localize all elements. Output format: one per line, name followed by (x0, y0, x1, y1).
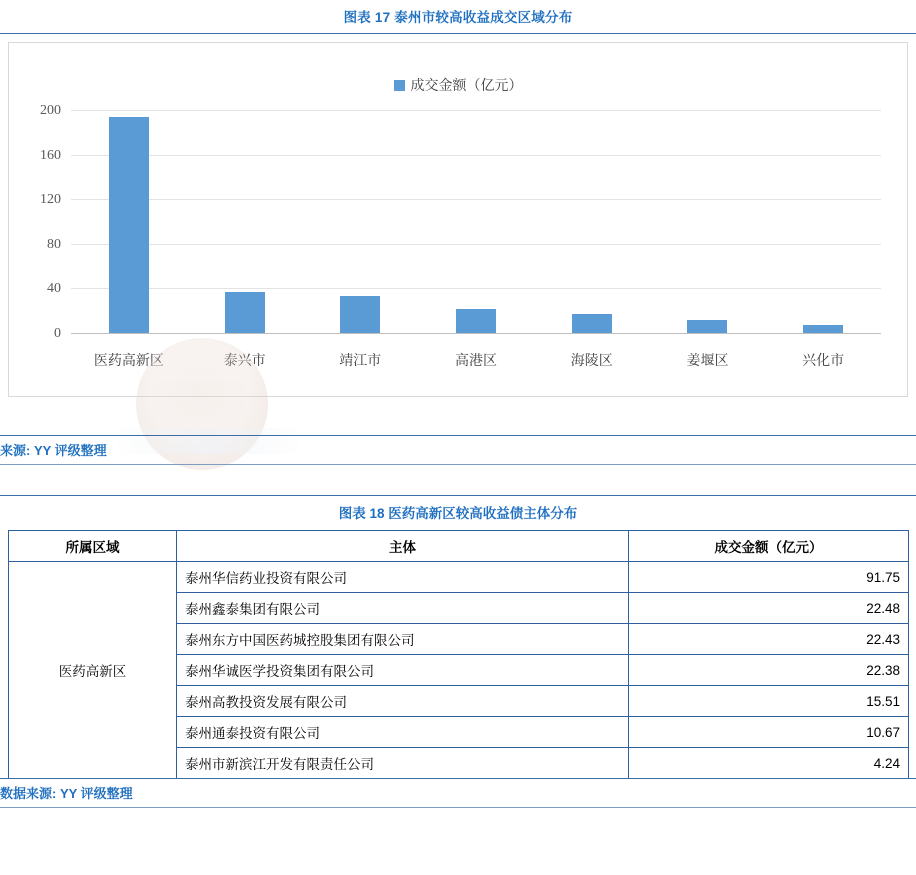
column-header-region: 所属区域 (9, 531, 177, 562)
x-axis-tick-label: 泰兴市 (223, 354, 266, 369)
cell-entity: 泰州通泰投资有限公司 (177, 717, 629, 748)
figure-18-source-block (0, 778, 916, 808)
y-axis-tick-label: 80 (47, 236, 61, 252)
cell-entity: 泰州鑫泰集团有限公司 (177, 593, 629, 624)
bar (687, 320, 727, 334)
y-axis-tick-label: 0 (54, 326, 61, 341)
cell-entity: 泰州东方中国医药城控股集团有限公司 (177, 624, 629, 655)
table-header-row (9, 531, 909, 562)
chart-legend (9, 75, 907, 95)
bar (456, 309, 496, 334)
x-axis-tick-label: 姜堰区 (686, 354, 729, 369)
cell-entity: 泰州市新滨江开发有限责任公司 (177, 748, 629, 779)
cell-amount: 22.43 (629, 624, 909, 655)
cell-amount: 10.67 (629, 717, 909, 748)
x-axis-tick-label: 靖江市 (339, 354, 382, 369)
figure-18-title: 图表 18 医药高新区较高收益债主体分布 (338, 506, 578, 521)
bar (109, 117, 149, 334)
figure-17-title-rule (0, 33, 916, 34)
bar (225, 292, 265, 334)
cell-amount: 4.24 (629, 748, 909, 779)
y-axis-tick-label: 200 (40, 103, 61, 118)
bar (340, 296, 380, 334)
x-axis-tick-label: 医药高新区 (93, 354, 164, 369)
figure-17-source-block (0, 435, 916, 465)
cell-region: 医药高新区 (9, 562, 177, 779)
figure-17-title: 图表 17 泰州市较高收益成交区域分布 (343, 10, 573, 25)
figure-18-section (0, 495, 916, 808)
bar-slot (765, 111, 881, 334)
cell-amount: 22.48 (629, 593, 909, 624)
cell-amount: 22.38 (629, 655, 909, 686)
bar-slot (302, 111, 418, 334)
y-axis-tick-label: 120 (40, 192, 61, 208)
cell-entity: 泰州高教投资发展有限公司 (177, 686, 629, 717)
y-axis-tick-label: 160 (40, 147, 61, 163)
x-axis-tick-label: 高港区 (455, 354, 498, 369)
x-axis-line (71, 333, 881, 334)
bar-slot (418, 111, 534, 334)
bar-series (71, 111, 881, 334)
table-row (9, 562, 909, 593)
figure-17-source-label: 来源: YY 评级整理 (0, 443, 107, 458)
legend-color-swatch-icon (394, 80, 405, 91)
cell-entity: 泰州华信药业投资有限公司 (177, 562, 629, 593)
entity-distribution-table (8, 530, 909, 779)
x-axis-tick-label: 兴化市 (802, 354, 845, 369)
column-header-amount: 成交金额（亿元） (629, 531, 909, 562)
cell-amount: 91.75 (629, 562, 909, 593)
source-18-rule-bottom (0, 807, 916, 808)
chart-plot-area (40, 103, 881, 341)
x-axis-tick-label: 海陵区 (570, 354, 613, 369)
bar-slot (534, 111, 650, 334)
cell-amount: 15.51 (629, 686, 909, 717)
bar-slot (650, 111, 766, 334)
chart-container (8, 42, 908, 397)
figure-18-source-label: 数据来源: YY 评级整理 (0, 786, 133, 801)
bar (572, 314, 612, 334)
legend-label: 成交金额（亿元） (410, 79, 523, 94)
bar-slot (187, 111, 303, 334)
x-axis-labels (71, 350, 881, 370)
cell-entity: 泰州华诚医学投资集团有限公司 (177, 655, 629, 686)
source-17-rule-bottom (0, 464, 916, 465)
bar-slot (71, 111, 187, 334)
column-header-entity: 主体 (177, 531, 629, 562)
y-axis-tick-label: 40 (47, 281, 61, 297)
